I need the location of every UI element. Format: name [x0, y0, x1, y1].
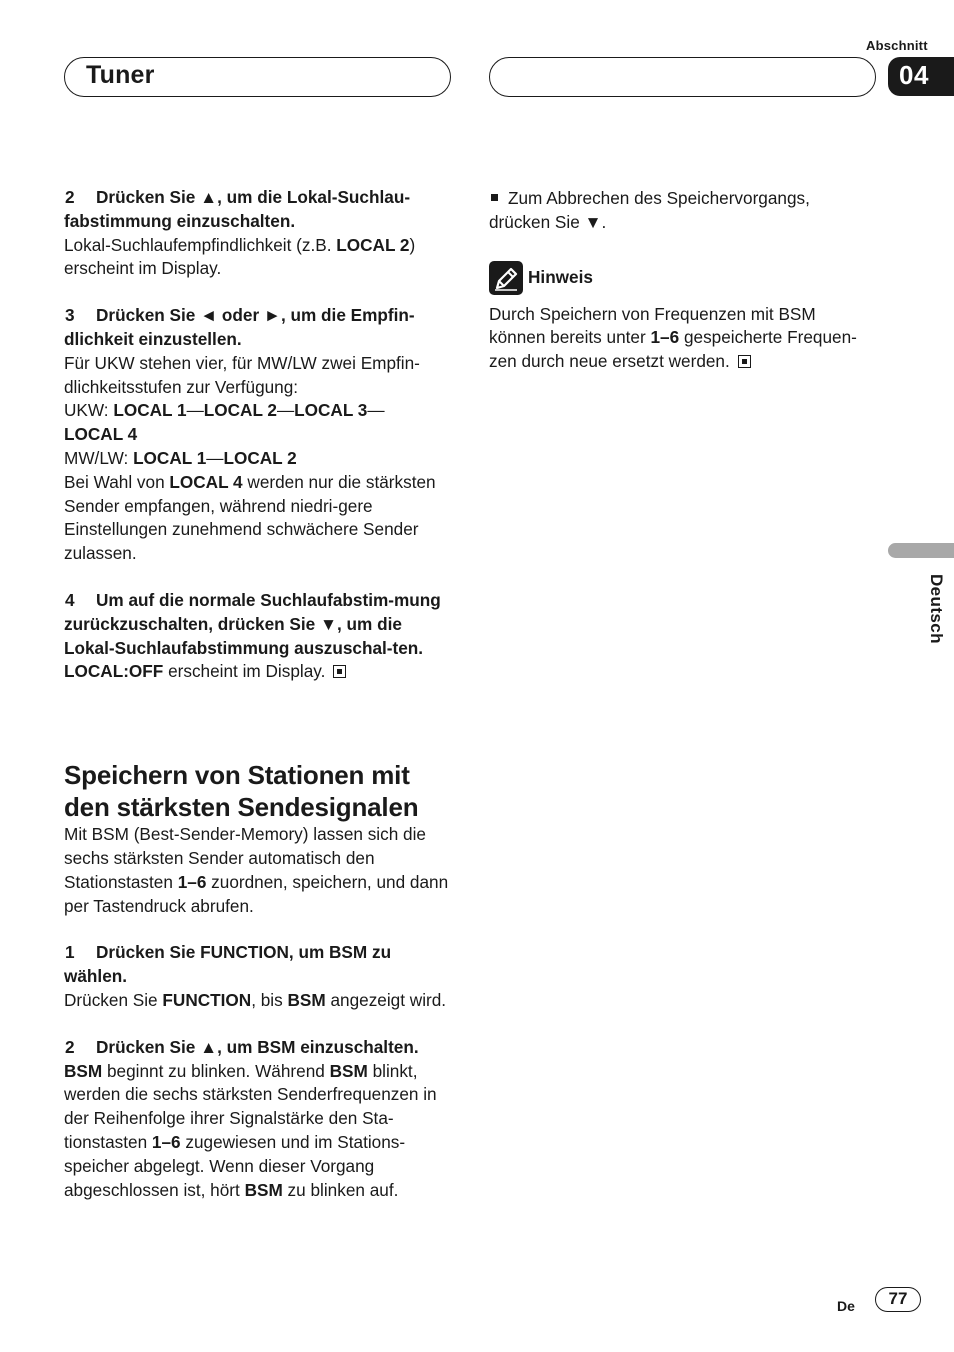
language-tab — [888, 543, 954, 558]
step-heading: 2 Drücken Sie ▲, um die Lokal-Suchlau-fabstimmung einzuschalten. — [64, 187, 411, 231]
step-body: Drücken Sie FUNCTION, bis BSM angezeigt wird. — [64, 989, 447, 1010]
step-body: BSM beginnt zu blinken. Während BSM blinkt, werden die sechs stärksten Senderfrequenzen in der Reihenfolge ihrer Signalstärke den Sta-tionstasten 1–6 zugewiesen und im Stations-speicher abgelegt. Wenn dieser Vorgang abgeschlossen ist, hört BSM zu blinken auf. — [64, 1060, 437, 1200]
step-body: Lokal-Suchlaufempfindlichkeit (z.B. LOCAL 2) erscheint im Display. — [64, 234, 416, 279]
footer-language: De — [837, 1298, 855, 1314]
step-body: LOCAL:OFF erscheint im Display. — [64, 660, 456, 684]
section-label: Abschnitt — [866, 38, 928, 53]
page-number: 77 — [875, 1287, 921, 1312]
right-column — [489, 187, 869, 374]
language-label: Deutsch — [927, 574, 946, 644]
step-heading: 3 Drücken Sie ◄ oder ►, um die Empfin-dlichkeit einzustellen. — [64, 305, 415, 349]
chapter-title: Tuner — [86, 61, 155, 89]
section-number: 04 — [899, 60, 929, 90]
bullet-item: Zum Abbrechen des Speichervorgangs, drücken Sie ▼. — [489, 188, 810, 232]
left-column — [64, 186, 456, 1202]
step-heading: 1 Drücken Sie FUNCTION, um BSM zu wählen. — [64, 942, 392, 987]
end-mark-icon — [333, 665, 346, 678]
note-header — [489, 261, 869, 295]
header-empty-box — [489, 57, 876, 97]
step-heading: 2 Drücken Sie ▲, um BSM einzuschalten. — [65, 1036, 419, 1057]
end-mark-icon — [738, 355, 751, 368]
bullet-square-icon — [491, 194, 498, 201]
intro-paragraph: Mit BSM (Best-Sender-Memory) lassen sich die sechs stärksten Sender automatisch den Stationstasten 1–6 zuordnen, speichern, und dann per Tastendruck abrufen. — [64, 824, 449, 916]
chapter-title-box — [64, 57, 451, 97]
note-label: Hinweis — [528, 266, 593, 287]
pencil-note-icon — [489, 261, 523, 295]
step-heading: 4 Um auf die normale Suchlaufabstim-mung zurückzuschalten, drücken Sie ▼, um die Lokal-Suchlaufabstimmung auszuschal-ten. — [64, 589, 441, 658]
step-body: Für UKW stehen vier, für MW/LW zwei Empfin-dlichkeitsstufen zur Verfügung: UKW: LOCAL 1—LOCAL 2—LOCAL 3— LOCAL 4 MW/LW: LOCAL 1—LOCAL 2 Bei Wahl von LOCAL 4 werden nur die stärksten Sender empfangen, während niedri-gere Einstellungen zunehmend schwächere Sender zulassen. — [64, 352, 436, 564]
note-text: Durch Speichern von Frequenzen mit BSM können bereits unter 1–6 gespeicherte Frequen-zen durch neue ersetzt werden. — [489, 303, 857, 372]
section-heading: Speichern von Stationen mit den stärksten Sendesignalen — [64, 760, 419, 823]
